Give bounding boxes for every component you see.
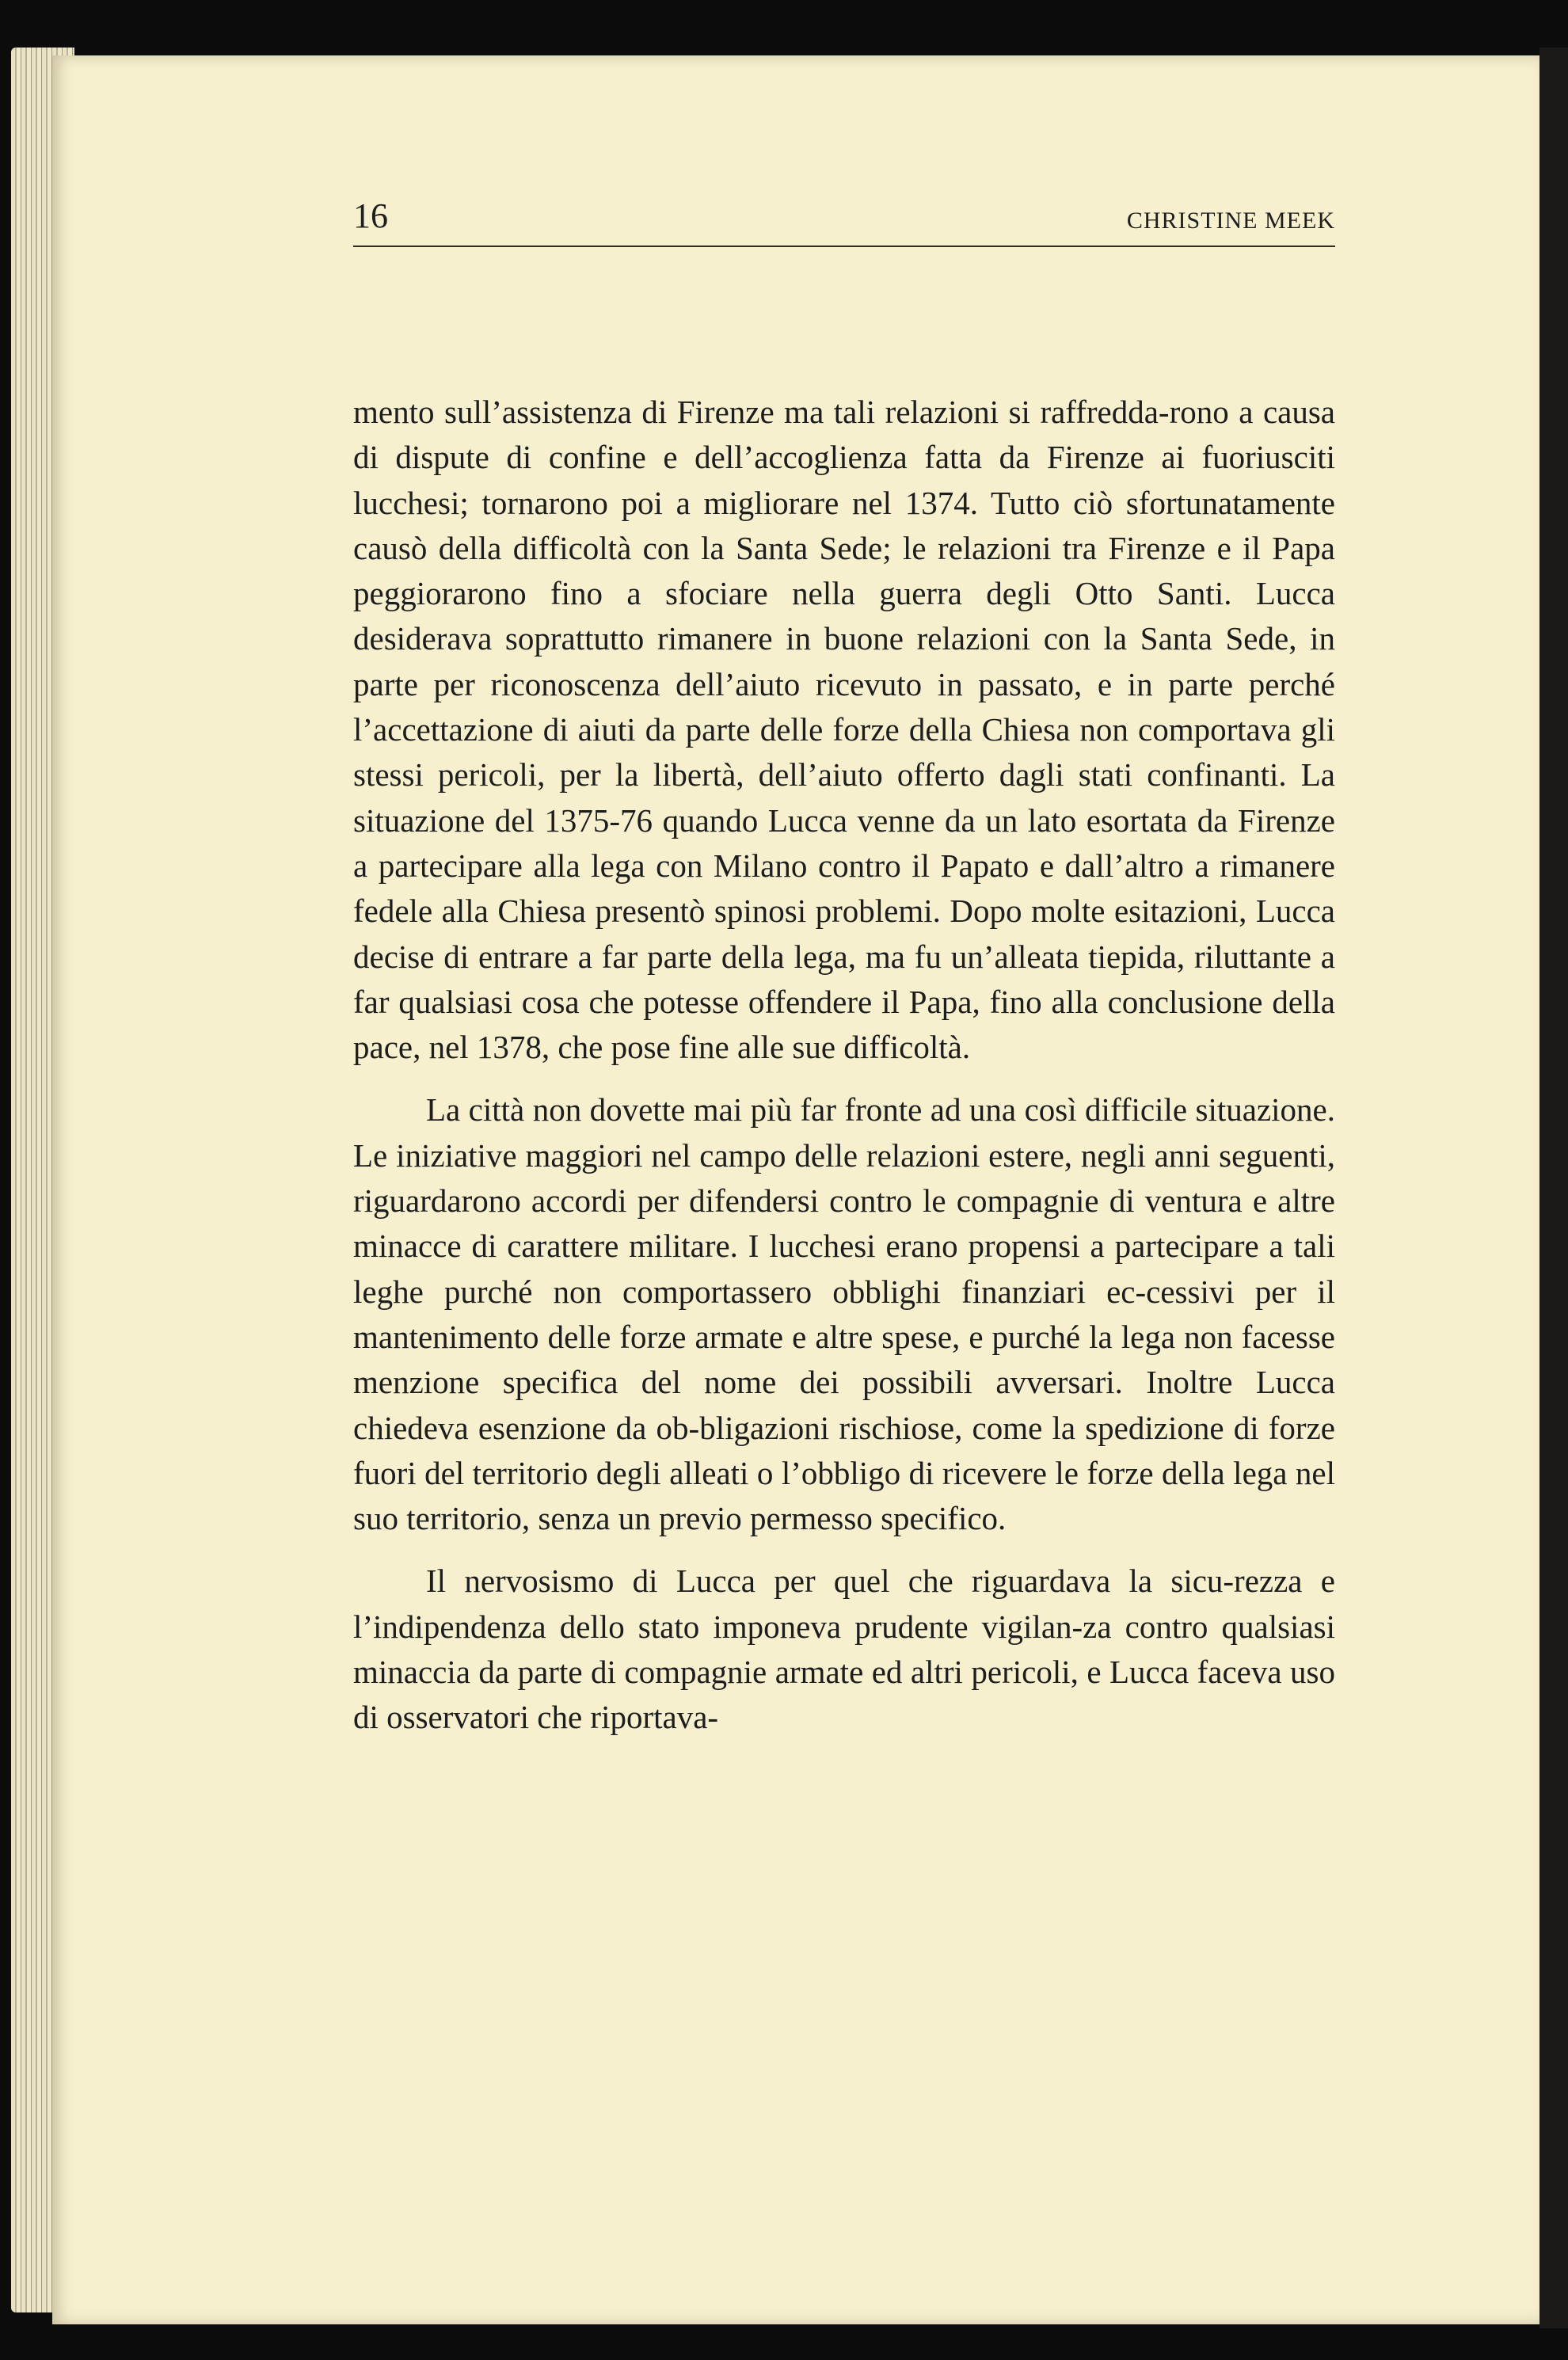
- body-text: [353, 390, 1335, 1741]
- paragraph-2: La città non dovette mai più far fronte ad una così difficile situazione. Le iniziative maggiori nel campo delle relazioni estere, negli anni seguenti, riguardarono accordi per difendersi contro le compagnie di ventura e altre minacce di carattere militare. I lucchesi erano propensi a partecipare a tali leghe purché non comportassero obblighi finanziari ec-cessivi per il mantenimento delle forze armate e altre spese, e purché la lega non facesse menzione specifica del nome dei possibili avversari. Inoltre Lucca chiedeva esenzione da ob-bligazioni rischiose, come la spedizione di forze fuori del territorio degli alleati o l’obbligo di ricevere le forze della lega nel suo territorio, senza un previo permesso specifico.: [353, 1091, 1335, 1537]
- page-header: [353, 190, 1335, 247]
- running-head: CHRISTINE MEEK: [1126, 207, 1335, 234]
- page-number: 16: [353, 196, 388, 235]
- paragraph-3: Il nervosismo di Lucca per quel che riguardava la sicu-rezza e l’indipendenza dello stato imponeva prudente vigilan-za contro qualsiasi minaccia da parte di compagnie armate ed altri pericoli, e Lucca faceva uso di osservatori che riportava-: [353, 1563, 1335, 1736]
- right-gutter: [1539, 48, 1568, 2328]
- paragraph-1: mento sull’assistenza di Firenze ma tali relazioni si raffredda-rono a causa di dispute di confine e dell’accoglienza fatta da Firenze ai fuoriusciti lucchesi; tornarono poi a migliorare nel 1374. Tutto ciò sfortunatamente causò della difficoltà con la Santa Sede; le relazioni tra Firenze e il Papa peggiorarono fino a sfociare nella guerra degli Otto Santi. Lucca desiderava soprattutto rimanere in buone relazioni con la Santa Sede, in parte per riconoscenza dell’aiuto ricevuto in passato, e in parte perché l’accettazione di aiuti da parte delle forze della Chiesa non comportava gli stessi pericoli, per la libertà, dell’aiuto offerto dagli stati confinanti. La situazione del 1375-76 quando Lucca venne da un lato esortata da Firenze a partecipare alla lega con Milano contro il Papato e dall’altro a rimanere fedele alla Chiesa presentò spinosi problemi. Dopo molte esitazioni, Lucca decise di entrare a far parte della lega, ma fu un’alleata tiepida, riluttante a far qualsiasi cosa che potesse offendere il Papa, fino alla conclusione della pace, nel 1378, che pose fine alle sue difficoltà.: [353, 394, 1335, 1066]
